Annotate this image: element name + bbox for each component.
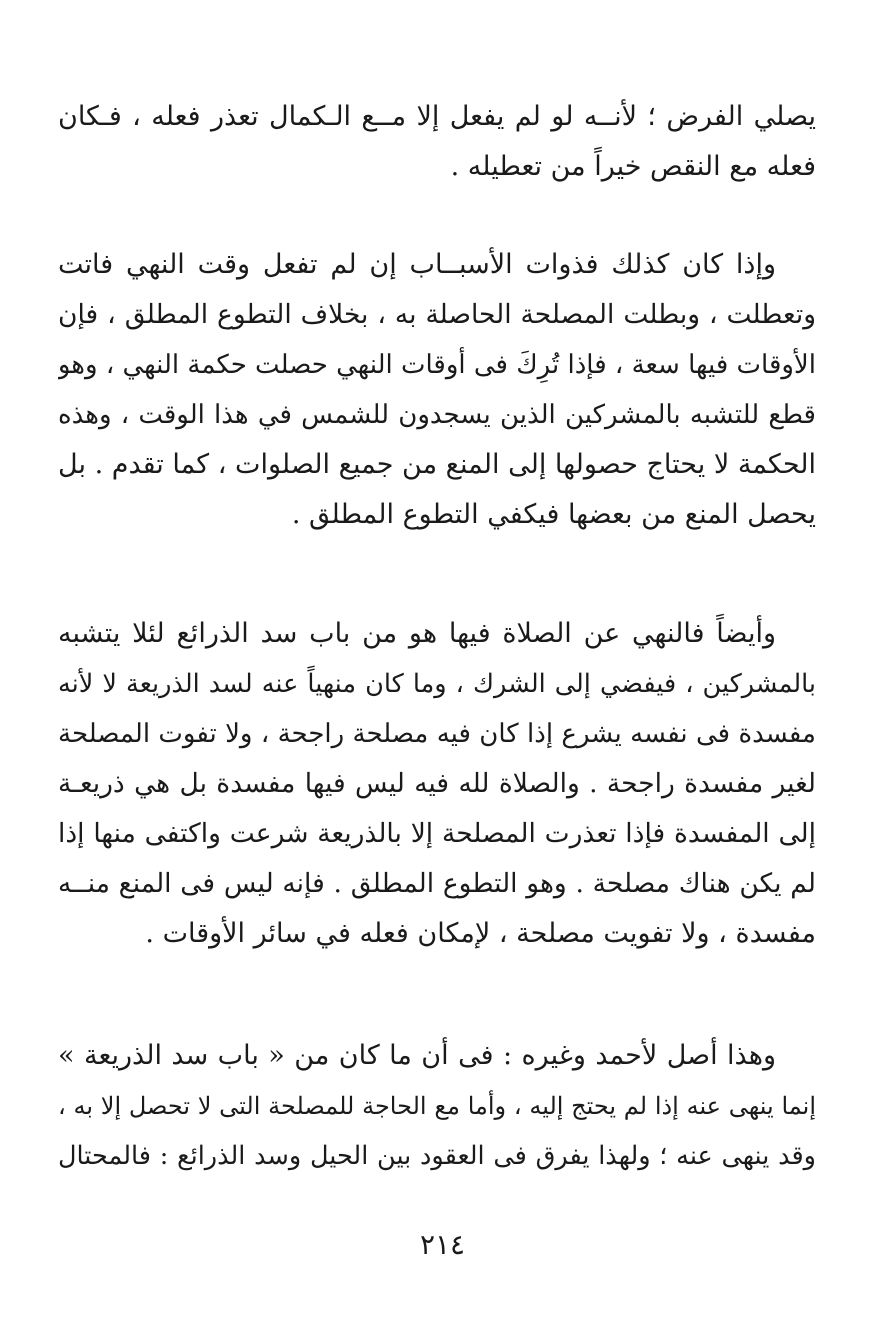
paragraph-4	[58, 1031, 816, 1181]
paragraph-line: إلى المفسدة فإذا تعذرت المصلحة إلا بالذريعة شرعت واكتفى منها إذا	[58, 818, 816, 849]
paragraph-line: وإذا كان كذلك فذوات الأسبــاب إن لم تفعل وقت النهي فاتت	[58, 249, 776, 280]
paragraph-line: قطع للتشبه بالمشركين الذين يسجدون للشمس في هذا الوقت ، وهذه	[58, 400, 816, 430]
paragraph-line: مفسدة ، ولا تفويت مصلحة ، لإمكان فعله في سائر الأوقات .	[145, 918, 816, 949]
paragraph-line: بالمشركين ، فيفضي إلى الشرك ، وما كان منهياً عنه لسد الذريعة لا لأنه	[58, 669, 816, 699]
paragraph-1	[58, 92, 816, 192]
paragraph-line: يحصل المنع من بعضها فيكفي التطوع المطلق .	[291, 499, 816, 530]
paragraph-line: الأوقات فيها سعة ، فإذا تُرِكَ فى أوقات النهي حصلت حكمة النهي ، وهو	[58, 350, 816, 380]
paragraph-line: فعله مع النقص خيراً من تعطيله .	[450, 151, 816, 182]
paragraph-line: وهذا أصل لأحمد وغيره : فى أن ما كان من « باب سد الذريعة »	[58, 1040, 776, 1071]
paragraph-3	[58, 609, 816, 959]
paragraph-line: وقد ينهى عنه ؛ ولهذا يفرق فى العقود بين الحيل وسد الذرائع : فالمحتال	[58, 1141, 816, 1171]
paragraph-line: إنما ينهى عنه إذا لم يحتج إليه ، وأما مع الحاجة للمصلحة التى لا تحصل إلا به ،	[58, 1092, 816, 1120]
paragraph-line: وأيضاً فالنهي عن الصلاة فيها هو من باب سد الذرائع لئلا يتشبه	[58, 618, 776, 649]
paragraph-line: لم يكن هناك مصلحة . وهو التطوع المطلق . فإنه ليس فى المنع منــه	[58, 868, 816, 899]
paragraph-line: مفسدة فى نفسه يشرع إذا كان فيه مصلحة راجحة ، ولا تفوت المصلحة	[58, 719, 816, 749]
paragraph-line: لغير مفسدة راجحة . والصلاة لله فيه ليس فيها مفسدة بل هي ذريعـة	[58, 768, 816, 799]
paragraph-line: يصلي الفرض ؛ لأنــه لو لم يفعل إلا مــع الـكمال تعذر فعله ، فـكان	[58, 101, 816, 132]
paragraph-line: الحكمة لا يحتاج حصولها إلى المنع من جميع الصلوات ، كما تقدم . بل	[58, 449, 816, 480]
page-number: ٢١٤	[419, 1228, 466, 1261]
paragraph-line: وتعطلت ، وبطلت المصلحة الحاصلة به ، بخلاف التطوع المطلق ، فإن	[58, 299, 816, 330]
paragraph-2	[58, 240, 816, 540]
